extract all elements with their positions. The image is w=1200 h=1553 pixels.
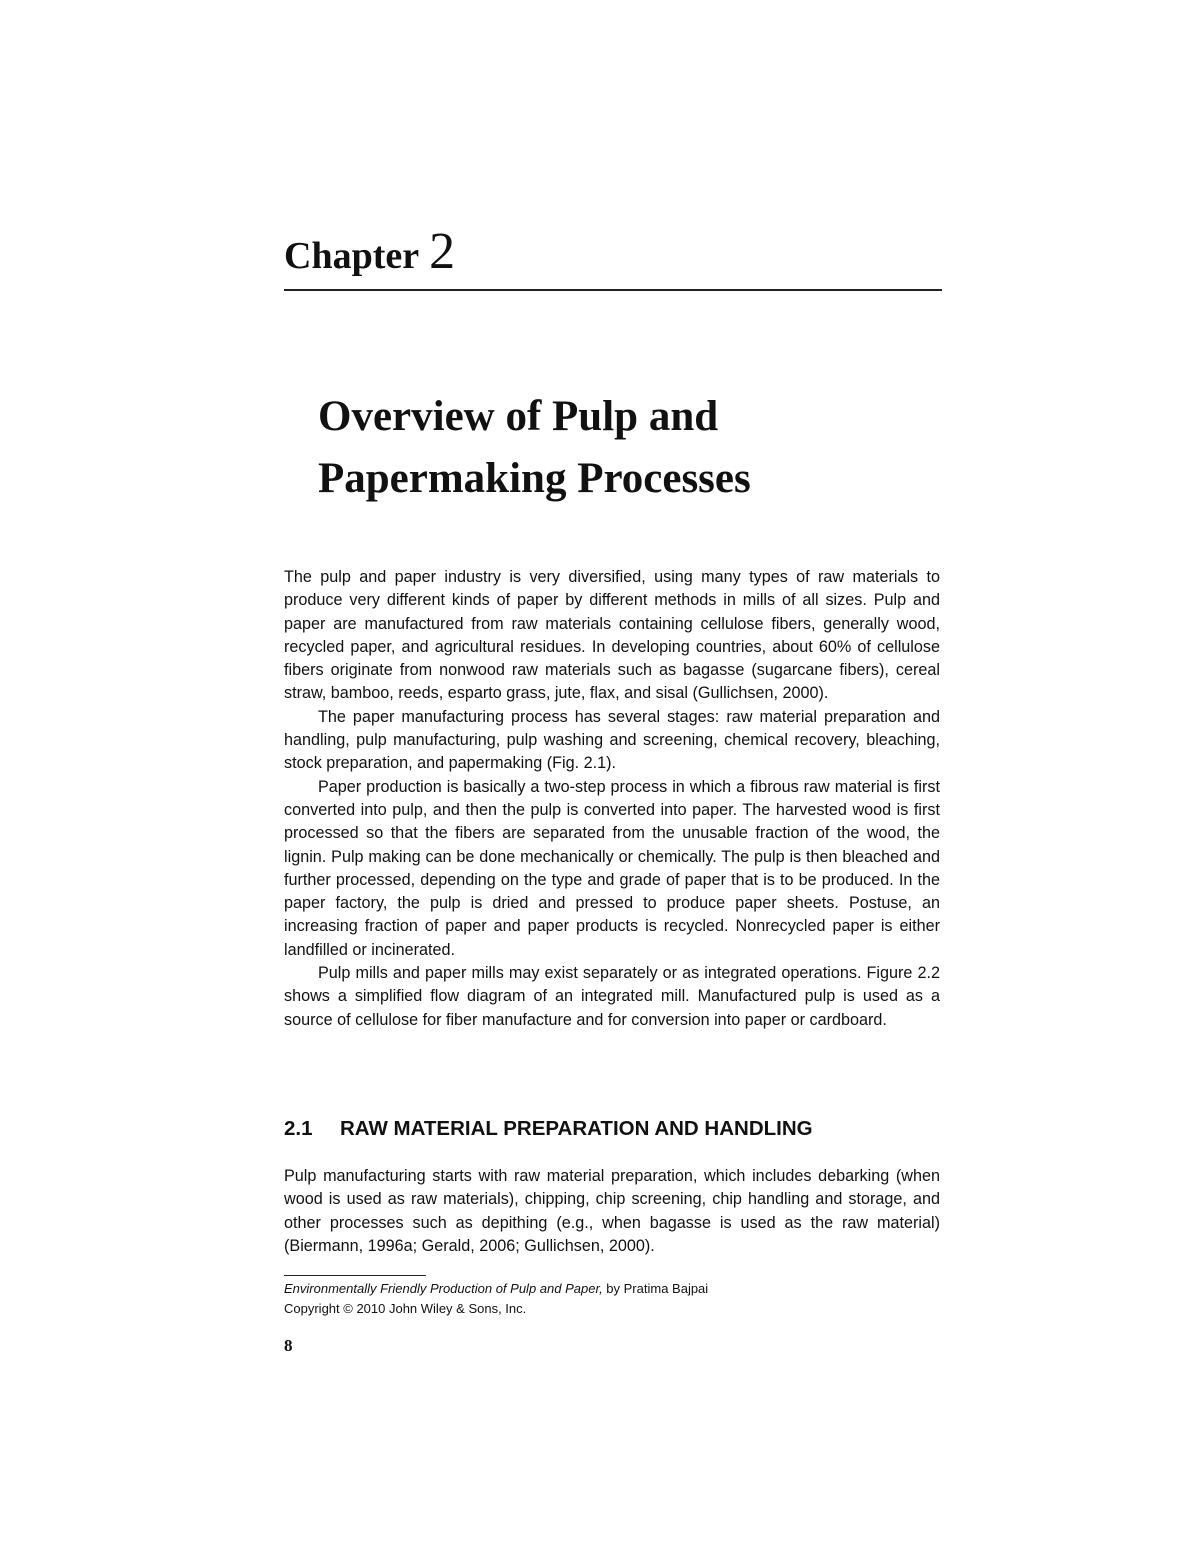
section-paragraph: Pulp manufacturing starts with raw material preparation, which includes debarking (when wood is used as raw materials), chipping, chip screening, chip handling and storage, and other processes such as depithing (e.g., when bagasse is used as the raw material) (Biermann, 1996a; Gerald, 2006; Gullichsen, 2000).: [284, 1167, 940, 1255]
section-text: [284, 1165, 940, 1258]
section-title: RAW MATERIAL PREPARATION AND HANDLING: [340, 1117, 813, 1140]
chapter-number: 2: [429, 223, 456, 280]
chapter-label: Chapter: [284, 235, 420, 277]
chapter-title-line-1: Overview of Pulp and: [318, 393, 719, 440]
paragraph-4: Pulp mills and paper mills may exist separately or as integrated operations. Figure 2.2 shows a simplified flow diagram of an integrated mill. Manufactured pulp is used as a source of cellulose for fiber manufacture and for conversion into paper or cardboard.: [284, 964, 940, 1029]
footnote-copyright: Copyright © 2010 John Wiley & Sons, Inc.: [284, 1301, 527, 1316]
section-number: 2.1: [284, 1117, 313, 1140]
chapter-title: [318, 386, 918, 510]
footnote-rule: [284, 1275, 426, 1276]
footnote: [284, 1279, 884, 1319]
footnote-line-1: [284, 1279, 884, 1299]
paragraph-3: Paper production is basically a two-step process in which a fibrous raw material is first converted into pulp, and then the pulp is converted into paper. The harvested wood is first processed so that the fibers are separated from the unusable fraction of the wood, the lignin. Pulp making can be done mechanically or chemically. The pulp is then bleached and further processed, depending on the type and grade of paper that is to be produced. In the paper factory, the pulp is dried and pressed to produce paper sheets. Postuse, an increasing fraction of paper and paper products is recycled. Nonrecycled paper is either landfilled or incinerated.: [284, 777, 940, 959]
body-text: [284, 566, 940, 1032]
chapter-title-line-2: Papermaking Processes: [318, 455, 751, 502]
chapter-heading: [284, 222, 944, 281]
page-number: 8: [284, 1336, 293, 1355]
paragraph-1: The pulp and paper industry is very diversified, using many types of raw materials to produce very different kinds of paper by different methods in mills of all sizes. Pulp and paper are manufactured from raw materials containing cellulose fibers, generally wood, recycled paper, and agricultural residues. In developing countries, about 60% of cellulose fibers originate from nonwood raw materials such as bagasse (sugarcane fibers), cereal straw, bamboo, reeds, esparto grass, jute, flax, and sisal (Gullichsen, 2000).: [284, 568, 940, 703]
section-heading: [284, 1117, 940, 1141]
paragraph-2: The paper manufacturing process has several stages: raw material preparation and handling, pulp manufacturing, pulp washing and screening, chemical recovery, bleaching, stock preparation, and papermaking (Fig. 2.1).: [284, 707, 940, 773]
footnote-author: by Pratima Bajpai: [602, 1281, 709, 1296]
footnote-book-title: Environmentally Friendly Production of Pulp and Paper,: [284, 1281, 603, 1296]
chapter-rule: [284, 289, 942, 291]
